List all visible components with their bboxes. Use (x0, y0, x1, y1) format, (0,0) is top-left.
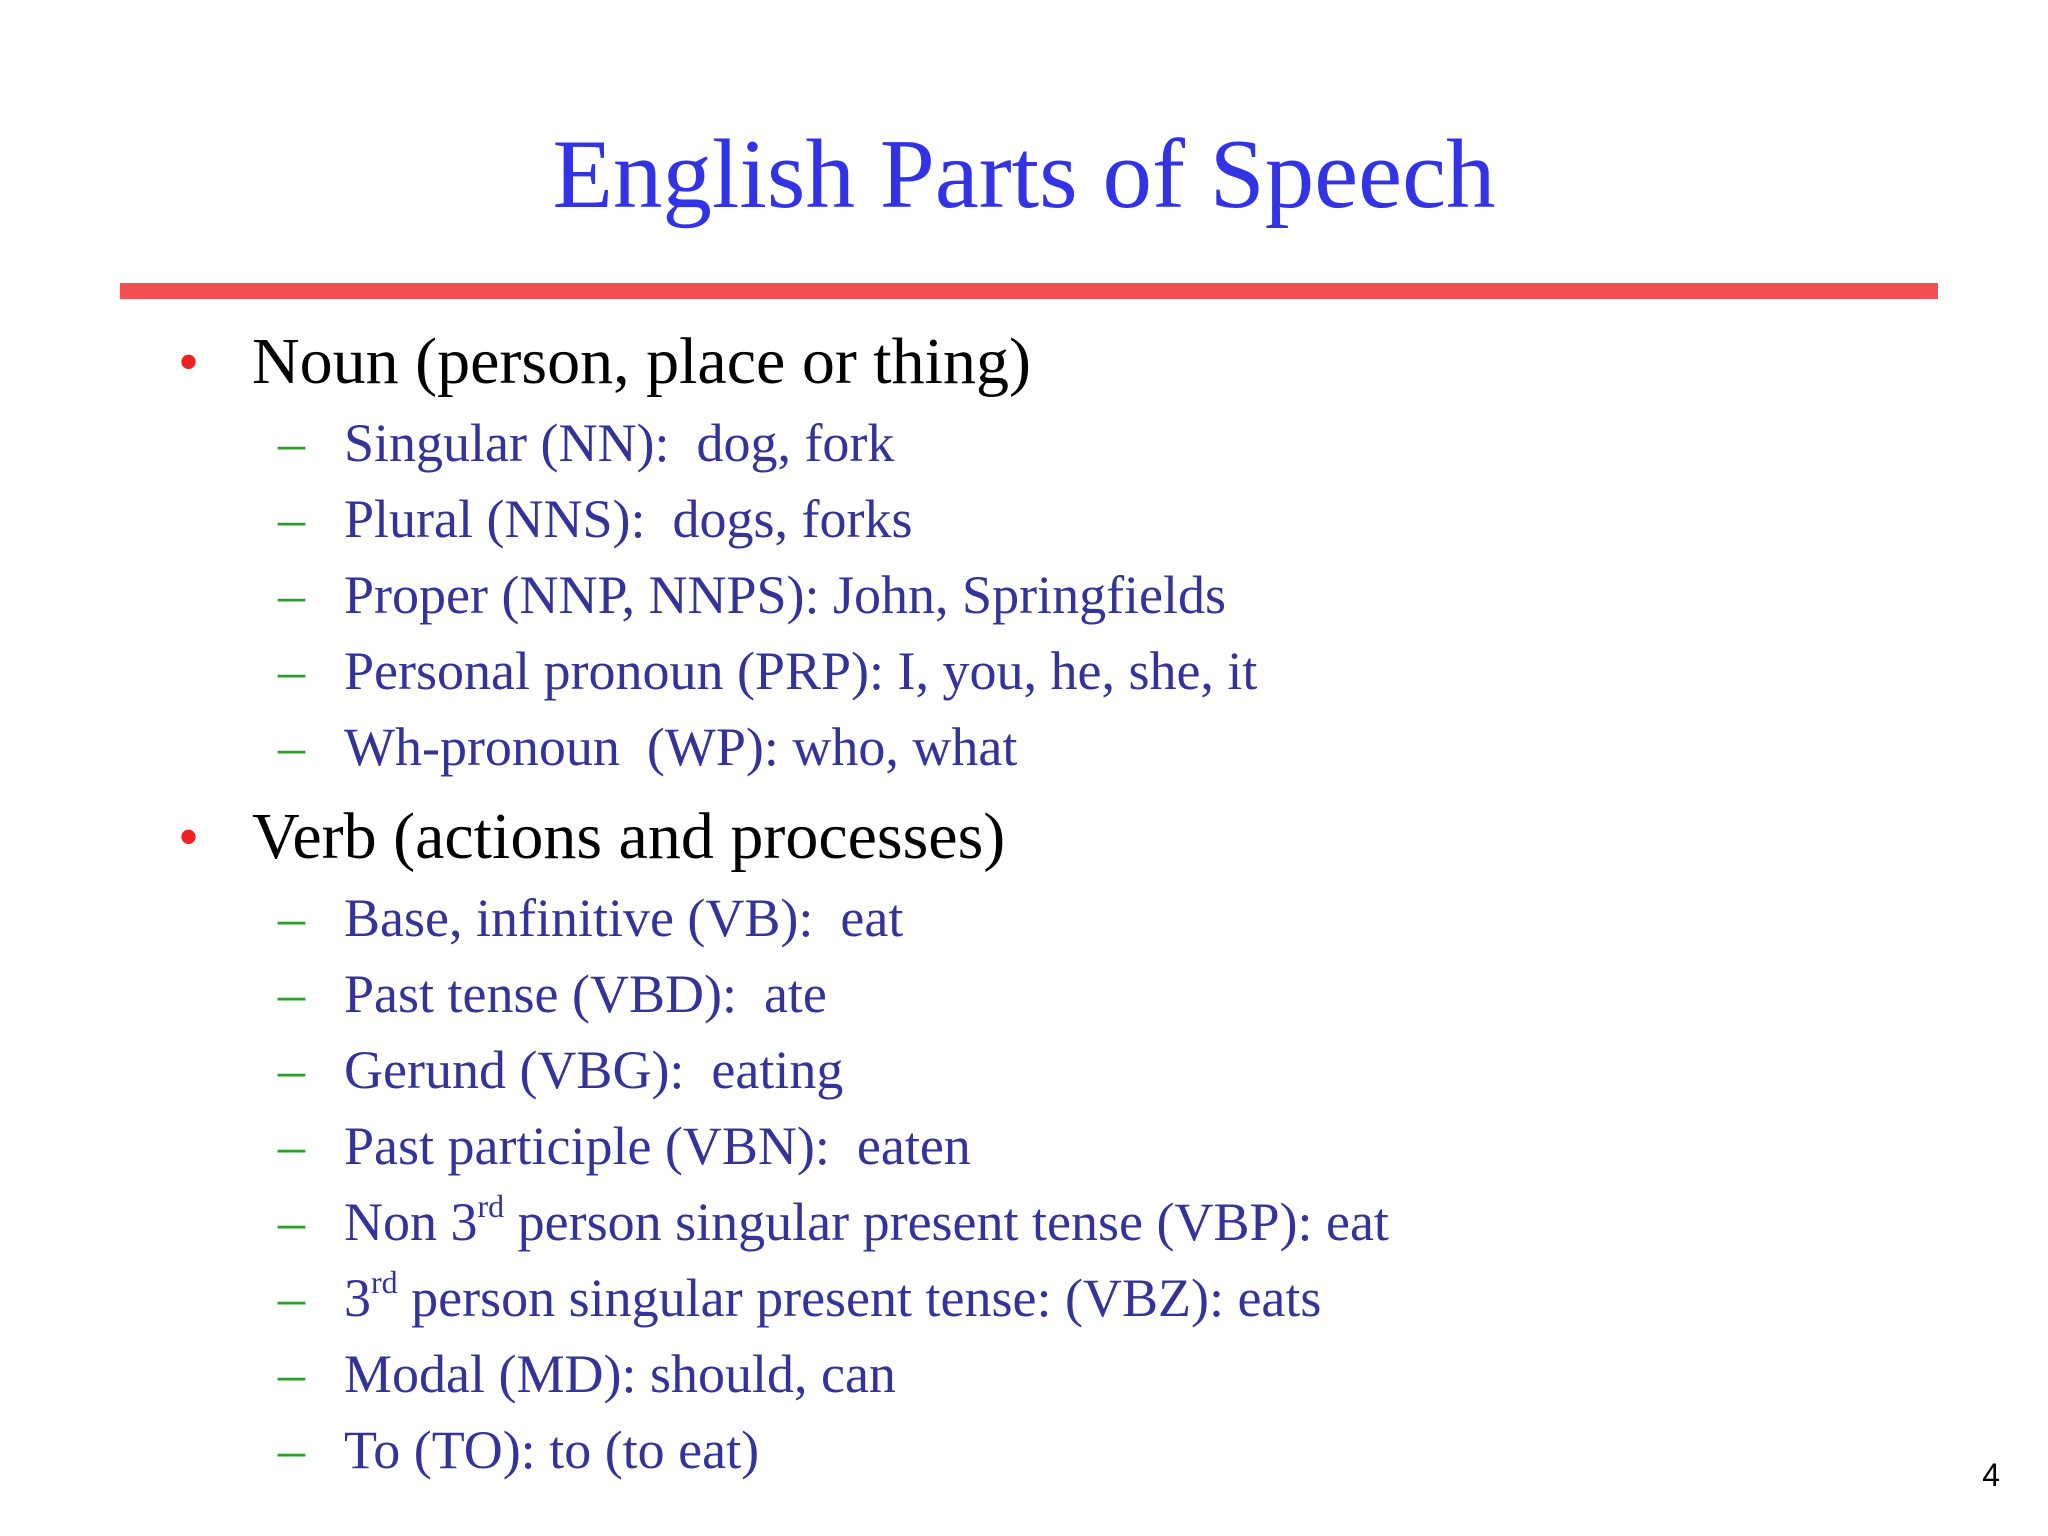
sub-item-text: Gerund (VBG): eating (344, 1040, 844, 1100)
dash-icon: – (278, 1344, 305, 1404)
sub-item-vbp (0, 1184, 2048, 1260)
bullet-dot-icon: • (178, 329, 200, 395)
sub-item-text: Singular (NN): dog, fork (344, 413, 895, 473)
sub-item-text (344, 1184, 1389, 1260)
dash-icon: – (278, 888, 305, 948)
dash-icon: – (278, 1040, 305, 1100)
dash-icon: – (278, 717, 305, 777)
sub-item-modal (0, 1336, 2048, 1412)
dash-icon: – (278, 413, 305, 473)
sub-item-vbz (0, 1260, 2048, 1336)
slide-title: English Parts of Speech (552, 120, 1496, 229)
sub-item-base (0, 880, 2048, 956)
sub-item-text: Proper (NNP, NNPS): John, Springfields (344, 565, 1227, 625)
sub-item-text: Past participle (VBN): eaten (344, 1116, 971, 1176)
dash-icon: – (278, 1268, 305, 1328)
bullet-text: Verb (actions and processes) (252, 800, 1006, 873)
bullet-dot-icon: • (178, 804, 200, 870)
sub-item-text: Modal (MD): should, can (344, 1344, 896, 1404)
sub-item-plural (0, 481, 2048, 557)
bullet-noun (0, 322, 2048, 402)
sub-item-wh-pronoun (0, 709, 2048, 785)
sub-item-text (344, 1260, 1321, 1336)
dash-icon: – (278, 641, 305, 701)
sub-item-personal-pronoun (0, 633, 2048, 709)
sub-item-text: Base, infinitive (VB): eat (344, 888, 904, 948)
sub-item-text: To (TO): to (to eat) (344, 1420, 760, 1480)
dash-icon: – (278, 1192, 305, 1252)
sub-item-text-post: person singular present tense (VBP): eat (504, 1192, 1389, 1252)
sub-item-text: Past tense (VBD): ate (344, 964, 827, 1024)
dash-icon: – (278, 1420, 305, 1480)
sub-item-past-tense (0, 956, 2048, 1032)
sub-item-text: Plural (NNS): dogs, forks (344, 489, 913, 549)
bullet-verb (0, 797, 2048, 877)
ordinal-superscript: rd (477, 1188, 505, 1224)
sub-item-text-pre: 3 (344, 1268, 371, 1328)
sub-item-text: Wh-pronoun (WP): who, what (344, 717, 1018, 777)
sub-item-text-post: person singular present tense: (VBZ): eats (397, 1268, 1322, 1328)
sub-item-text: Personal pronoun (PRP): I, you, he, she, it (344, 641, 1258, 701)
page-number: 4 (1982, 1457, 2000, 1493)
ordinal-superscript: rd (371, 1264, 398, 1300)
dash-icon: – (278, 1116, 305, 1176)
sub-item-to (0, 1412, 2048, 1488)
sub-item-proper (0, 557, 2048, 633)
sub-item-gerund (0, 1032, 2048, 1108)
dash-icon: – (278, 565, 305, 625)
sub-item-singular (0, 405, 2048, 481)
sub-item-text-pre: Non 3 (344, 1192, 478, 1252)
bullet-text: Noun (person, place or thing) (252, 325, 1031, 398)
dash-icon: – (278, 964, 305, 1024)
dash-icon: – (278, 489, 305, 549)
sub-item-past-participle (0, 1108, 2048, 1184)
